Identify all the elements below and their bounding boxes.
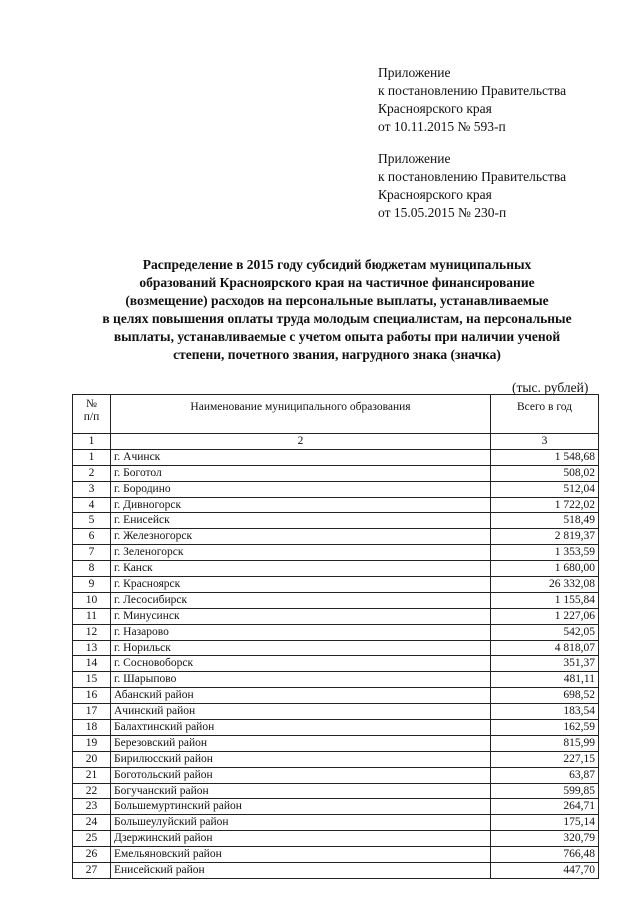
table-row [73,577,599,593]
table-row [73,831,599,847]
row-value: 481,11 [491,672,599,688]
header-number-line-2: п/п [83,411,100,423]
row-value: 1 680,00 [491,561,599,577]
appendix-block-2 [378,150,566,222]
table-row [73,545,599,561]
table-row [73,751,599,767]
row-name: г. Боготол [111,465,491,481]
header-name: Наименование муниципального образования [111,395,491,434]
row-value: 162,59 [491,720,599,736]
index-cell: 2 [111,434,491,450]
table-row [73,783,599,799]
row-value: 1 353,59 [491,545,599,561]
row-value: 264,71 [491,799,599,815]
index-cell: 1 [73,434,111,450]
row-name: г. Ачинск [111,449,491,465]
row-value: 183,54 [491,704,599,720]
header-number [73,395,111,434]
table-row [73,497,599,513]
row-name: Боготольский район [111,767,491,783]
row-name: г. Дивногорск [111,497,491,513]
row-value: 766,48 [491,847,599,863]
appendix-block-1 [378,64,566,136]
title-line: образований Красноярского края на частичное финансирование [139,275,535,290]
row-name: г. Красноярск [111,577,491,593]
row-number: 15 [73,672,111,688]
table-row [73,815,599,831]
index-cell: 3 [491,434,599,450]
table-row [73,513,599,529]
row-name: г. Лесосибирск [111,592,491,608]
row-number: 22 [73,783,111,799]
table-row [73,449,599,465]
units-label: (тыс. рублей) [512,380,589,395]
row-name: Емельяновский район [111,847,491,863]
row-number: 19 [73,735,111,751]
table-row [73,529,599,545]
title-line: выплаты, устанавливаемые с учетом опыта работы при наличии ученой [113,329,561,344]
row-number: 1 [73,449,111,465]
row-number: 13 [73,640,111,656]
row-value: 1 548,68 [491,449,599,465]
table-index-row [73,434,599,450]
table-row [73,704,599,720]
row-name: Богучанский район [111,783,491,799]
row-value: 508,02 [491,465,599,481]
appendix-1-line-1: Приложение [378,65,451,80]
row-name: Енисейский район [111,863,491,879]
table-row [73,799,599,815]
table-row [73,720,599,736]
row-value: 542,05 [491,624,599,640]
table-header-row [73,395,599,434]
appendix-1-line-2: к постановлению Правительства [378,83,567,98]
table-row [73,735,599,751]
row-name: Дзержинский район [111,831,491,847]
header-number-line-1: № [86,398,97,410]
title-line: Распределение в 2015 году субсидий бюджетам муниципальных [142,257,532,272]
row-value: 447,70 [491,863,599,879]
row-name: г. Назарово [111,624,491,640]
row-number: 12 [73,624,111,640]
row-number: 26 [73,847,111,863]
row-number: 17 [73,704,111,720]
row-name: г. Канск [111,561,491,577]
row-value: 599,85 [491,783,599,799]
table-row [73,767,599,783]
row-number: 3 [73,481,111,497]
row-number: 21 [73,767,111,783]
table-row [73,640,599,656]
row-number: 2 [73,465,111,481]
row-value: 518,49 [491,513,599,529]
appendix-2-line-2: к постановлению Правительства [378,169,567,184]
row-value: 4 818,07 [491,640,599,656]
row-value: 351,37 [491,656,599,672]
table-row [73,672,599,688]
row-value: 1 722,02 [491,497,599,513]
row-number: 4 [73,497,111,513]
row-number: 7 [73,545,111,561]
row-name: Балахтинский район [111,720,491,736]
row-number: 11 [73,608,111,624]
row-number: 18 [73,720,111,736]
row-name: г. Шарыпово [111,672,491,688]
appendix-2-line-1: Приложение [378,151,451,166]
row-value: 698,52 [491,688,599,704]
row-name: Большемуртинский район [111,799,491,815]
title-line: (возмещение) расходов на персональные выплаты, устанавливаемые [125,293,549,308]
appendix-2-line-4: от 15.05.2015 № 230-п [378,205,507,220]
table-row [73,688,599,704]
row-number: 27 [73,863,111,879]
subsidy-table [72,394,599,879]
table-row [73,624,599,640]
row-number: 20 [73,751,111,767]
table-row [73,656,599,672]
appendix-2-line-3: Красноярского края [378,187,492,202]
row-number: 6 [73,529,111,545]
row-number: 23 [73,799,111,815]
header-total: Всего в год [491,395,599,434]
row-name: г. Железногорск [111,529,491,545]
row-number: 14 [73,656,111,672]
row-name: Абанский район [111,688,491,704]
row-value: 26 332,08 [491,577,599,593]
row-number: 24 [73,815,111,831]
row-number: 16 [73,688,111,704]
row-value: 2 819,37 [491,529,599,545]
title-line: в целях повышения оплаты труда молодым специалистам, на персональные [102,311,572,326]
row-value: 1 155,84 [491,592,599,608]
row-value: 815,99 [491,735,599,751]
row-name: Большеулуйский район [111,815,491,831]
row-value: 175,14 [491,815,599,831]
row-name: Березовский район [111,735,491,751]
row-number: 9 [73,577,111,593]
table-row [73,608,599,624]
row-value: 227,15 [491,751,599,767]
appendix-1-line-4: от 10.11.2015 № 593-п [378,119,506,134]
row-name: Бирилюсский район [111,751,491,767]
row-name: г. Бородино [111,481,491,497]
row-number: 8 [73,561,111,577]
document-title [70,256,604,364]
table-row [73,847,599,863]
table-row [73,561,599,577]
row-name: г. Зеленогорск [111,545,491,561]
row-value: 512,04 [491,481,599,497]
row-value: 1 227,06 [491,608,599,624]
table-row [73,481,599,497]
row-number: 5 [73,513,111,529]
table-row [73,863,599,879]
row-name: г. Минусинск [111,608,491,624]
row-number: 10 [73,592,111,608]
row-value: 320,79 [491,831,599,847]
row-name: г. Енисейск [111,513,491,529]
row-name: г. Норильск [111,640,491,656]
table-row [73,592,599,608]
row-name: Ачинский район [111,704,491,720]
row-number: 25 [73,831,111,847]
row-value: 63,87 [491,767,599,783]
table-row [73,465,599,481]
title-line: степени, почетного звания, нагрудного знака (значка) [173,347,501,362]
appendix-1-line-3: Красноярского края [378,101,492,116]
row-name: г. Сосновоборск [111,656,491,672]
